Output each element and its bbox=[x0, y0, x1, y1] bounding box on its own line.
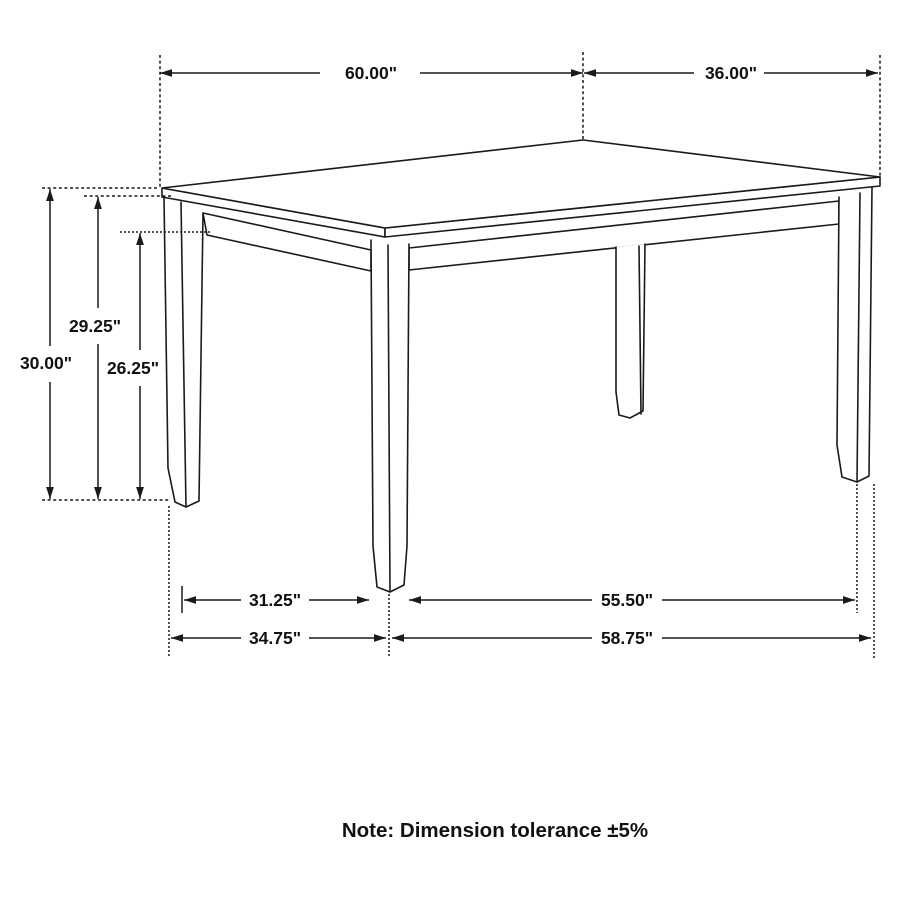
table-leg-right bbox=[837, 187, 872, 482]
table-leg-front bbox=[371, 240, 409, 592]
dim-label-bottom-inner-right: 55.50" bbox=[600, 590, 654, 610]
dim-label-bottom-inner-left: 31.25" bbox=[248, 590, 302, 610]
table-leg-back bbox=[616, 244, 645, 418]
dim-label-bottom-outer-left: 34.75" bbox=[248, 628, 302, 648]
dim-label-height-underside: 29.25" bbox=[68, 316, 122, 336]
extension-lines-dotted bbox=[120, 232, 874, 658]
table-drawing bbox=[162, 140, 880, 592]
tolerance-note: Note: Dimension tolerance ±5% bbox=[341, 819, 649, 842]
dim-label-height-overall: 30.00" bbox=[19, 353, 73, 373]
table-leg-left bbox=[164, 197, 203, 507]
dim-label-top-length: 60.00" bbox=[344, 63, 398, 83]
dim-label-height-apron: 26.25" bbox=[106, 358, 160, 378]
dim-label-top-width: 36.00" bbox=[704, 63, 758, 83]
dim-label-bottom-outer-right: 58.75" bbox=[600, 628, 654, 648]
